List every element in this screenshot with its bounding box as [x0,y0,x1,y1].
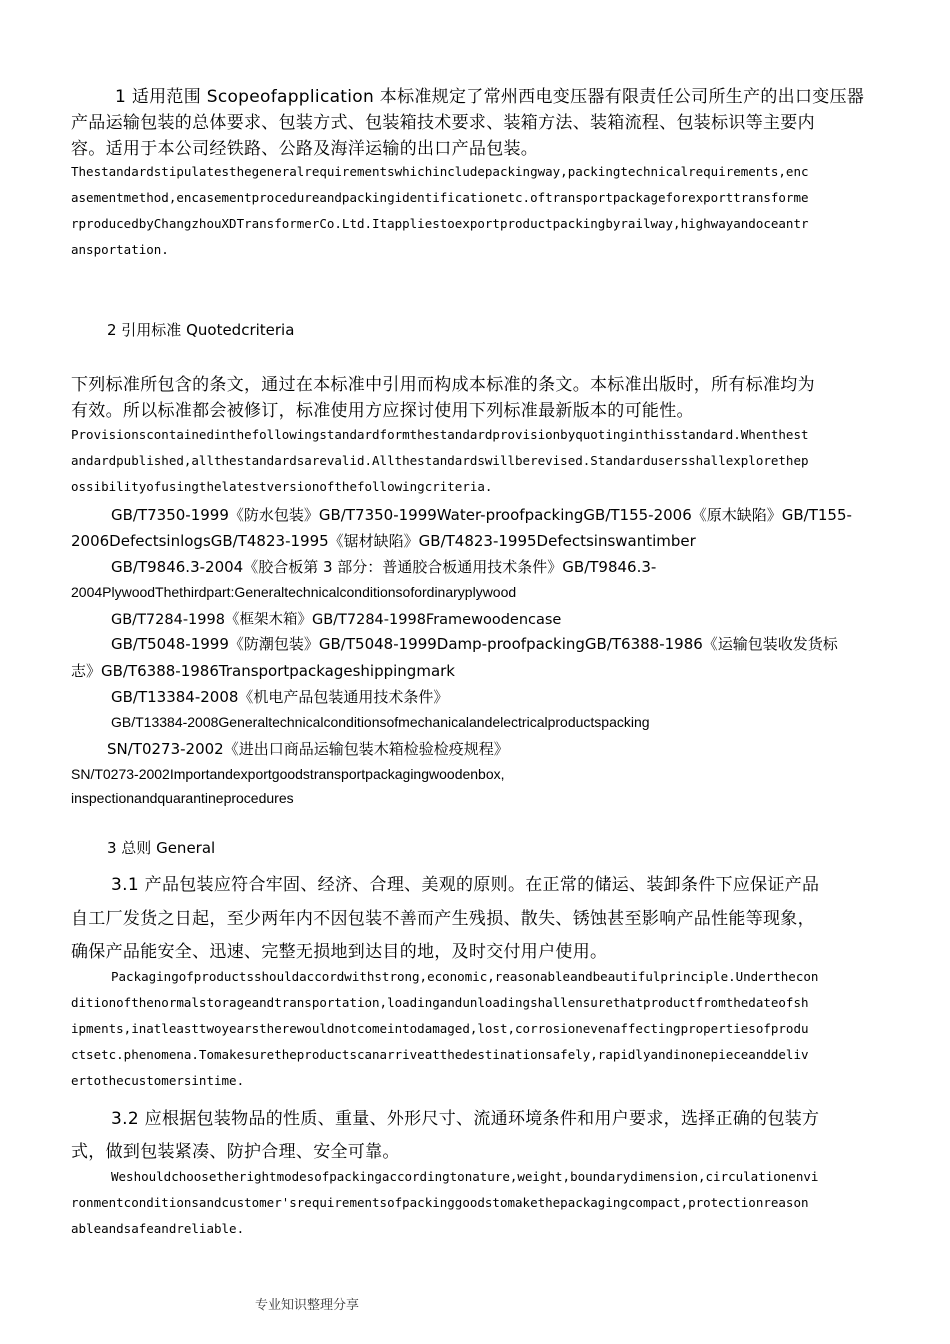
reference-standard-line: 志》GB/T6388-1986Transportpackageshippingmark [71,662,455,680]
reference-standard-line: SN/T0273-2002《进出口商品运输包装木箱检验检疫规程》 [107,740,509,758]
section-2-english-line: andardpublished,allthestandardsarevalid.Allthestandardswillberevised.Standardusersshallexplorethep [71,453,809,468]
clause-3-1-english-line: ctsetc.phenomena.Tomakesuretheproductscanarriveatthedestinationsafely,rapidlyandinonepieceanddeliv [71,1047,809,1062]
clause-3-2-english-line: Weshouldchoosetherightmodesofpackingaccordingtonature,weight,boundarydimension,circulationenvi [111,1169,819,1184]
reference-standard-line: GB/T9846.3-2004《胶合板第 3 部分：普通胶合板通用技术条件》GB/T9846.3- [111,558,657,576]
section-1-text-line-3: 容。适用于本公司经铁路、公路及海洋运输的出口产品包装。 [71,139,539,159]
clause-3-2-english-line: ronmentconditionsandcustomer'srequirementsofpackinggoodstomakethepackagingcompact,protectionreason [71,1195,809,1210]
reference-standard-line: inspectionandquarantineprocedures [71,790,294,806]
clause-3-1-text-line: 3.1 产品包装应符合牢固、经济、合理、美观的原则。在正常的储运、装卸条件下应保证产品 [111,875,820,895]
reference-standard-line: GB/T13384-2008《机电产品包装通用技术条件》 [111,688,449,706]
section-1-english-line: Thestandardstipulatesthegeneralrequirementswhichincludepackingway,packingtechnicalrequirements,enc [71,164,809,179]
section-2-text-line-2: 有效。所以标准都会被修订，标准使用方应探讨使用下列标准最新版本的可能性。 [71,401,694,421]
reference-standard-line: GB/T7284-1998《框架木箱》GB/T7284-1998Framewoodencase [111,612,562,628]
reference-standard-line: 2004PlywoodThethirdpart:Generaltechnicalconditionsofordinaryplywood [71,584,517,600]
reference-standard-line: GB/T13384-2008Generaltechnicalconditionsofmechanicalandelectricalproductspacking [111,714,650,730]
section-1-text-line-1: 1 适用范围 Scopeofapplication 本标准规定了常州西电变压器有限责任公司所生产的出口变压器 [115,87,865,107]
section-2-english-line: ossibilityofusingthelatestversionofthefollowingcriteria. [71,479,493,494]
reference-standard-line: GB/T7350-1999《防水包装》GB/T7350-1999Water-proofpackingGB/T155-2006《原木缺陷》GB/T155- [111,506,852,524]
section-2-text-line-1: 下列标准所包含的条文，通过在本标准中引用而构成本标准的条文。本标准出版时，所有标准均为 [71,375,815,395]
clause-3-1-english-line: ertothecustomersintime. [71,1073,245,1088]
clause-3-2-text-line: 3.2 应根据包装物品的性质、重量、外形尺寸、流通环境条件和用户要求，选择正确的包装方 [111,1109,820,1129]
clause-3-2-english-line: ableandsafeandreliable. [71,1221,245,1236]
reference-standard-line: SN/T0273-2002Importandexportgoodstransportpackagingwoodenbox, [71,766,505,782]
clause-3-1-english-line: Packagingofproductsshouldaccordwithstrong,economic,reasonableandbeautifulprinciple.Underthecon [111,969,819,984]
section-1-english-line: rproducedbyChangzhouXDTransformerCo.Ltd.Itappliestoexportproductpackingbyrailway,highwayandoceantr [71,216,809,231]
clause-3-1-text-line: 确保产品能安全、迅速、完整无损地到达目的地，及时交付用户使用。 [71,942,608,962]
section-2-english-line: Provisionscontainedinthefollowingstandardformthestandardprovisionbyquotinginthisstandard.Whenthest [71,427,809,442]
reference-standard-line: 2006DefectsinlogsGB/T4823-1995《锯材缺陷》GB/T4823-1995Defectsinswantimber [71,532,696,550]
clause-3-1-text-line: 自工厂发货之日起，至少两年内不因包装不善而产生残损、散失、锈蚀甚至影响产品性能等现象， [71,909,815,929]
section-1-english-line: ansportation. [71,242,169,257]
section-1-english-line: asementmethod,encasementprocedureandpackingidentificationetc.oftransportpackageforexporttransforme [71,190,809,205]
section-2-heading: 2 引用标准 Quotedcriteria [107,321,295,339]
clause-3-1-english-line: ipments,inatleasttwoyearstherewouldnotcomeintodamaged,lost,corrosionevenaffectingpropertiesofprodu [71,1021,809,1036]
reference-standard-line: GB/T5048-1999《防潮包装》GB/T5048-1999Damp-proofpackingGB/T6388-1986《运输包装收发货标 [111,635,838,653]
clause-3-2-text-line: 式，做到包装紧凑、防护合理、安全可靠。 [71,1142,400,1162]
page-footer: 专业知识整理分享 [255,1298,360,1313]
clause-3-1-english-line: ditionofthenormalstorageandtransportation,loadingandunloadingshallensurethatproductfromthedateofsh [71,995,809,1010]
section-3-heading: 3 总则 General [107,839,216,857]
section-1-text-line-2: 产品运输包装的总体要求、包装方式、包装箱技术要求、装箱方法、装箱流程、包装标识等主要内 [71,113,815,133]
